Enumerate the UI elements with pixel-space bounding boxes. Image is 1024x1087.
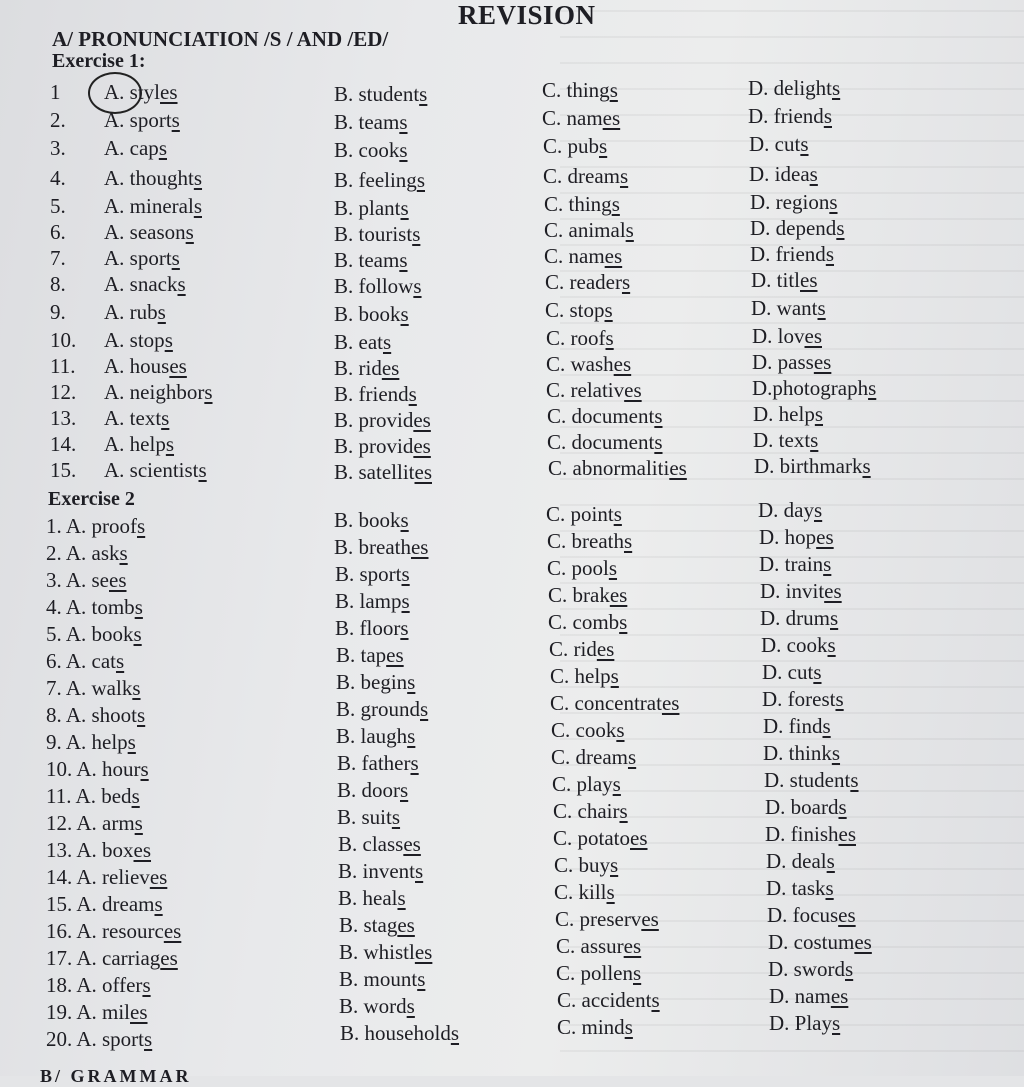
option-c: C. plays: [552, 772, 621, 796]
option-c: C. animals: [544, 218, 634, 242]
option-c: C. washes: [546, 352, 632, 376]
option-d: D. regions: [750, 190, 838, 214]
question-option-a: 2. A. asks: [46, 541, 128, 565]
option-c: C. dreams: [551, 745, 637, 769]
question-number: 3.: [50, 136, 66, 160]
option-d: D. drums: [760, 606, 839, 630]
question-number: 14.: [50, 432, 77, 456]
option-d: D. boards: [765, 795, 847, 819]
option-c: C. breaths: [547, 529, 633, 553]
option-c: C. relatives: [546, 378, 642, 402]
option-d: D. finds: [763, 714, 831, 738]
question-option-a: 19. A. miles: [46, 1000, 148, 1024]
option-d: D. students: [764, 768, 859, 792]
option-c: C. stops: [545, 298, 613, 322]
question-number: 4.: [50, 166, 66, 190]
option-b: B. provides: [334, 434, 431, 458]
question-option-a: 5. A. books: [46, 622, 142, 646]
option-b: B. stages: [339, 913, 415, 937]
option-a: A. seasons: [104, 220, 194, 244]
option-b: B. fathers: [337, 751, 419, 775]
option-c: C. pubs: [543, 134, 608, 158]
question-number: 9.: [50, 300, 66, 324]
option-d: D. titles: [751, 268, 818, 292]
option-d: D. birthmarks: [754, 454, 871, 478]
option-c: C. things: [542, 78, 618, 102]
option-a: A. minerals: [104, 194, 202, 218]
option-b: B. mounts: [339, 967, 426, 991]
option-d: D. invites: [760, 579, 842, 603]
option-c: C. accidents: [557, 988, 660, 1012]
option-d: D. trains: [759, 552, 832, 576]
question-option-a: 20. A. sports: [46, 1027, 153, 1051]
option-a: A. scientists: [104, 458, 207, 482]
option-b: B. lamps: [335, 589, 410, 613]
option-d: D. costumes: [768, 930, 872, 954]
option-b: B. eats: [334, 330, 392, 354]
option-c: C. minds: [557, 1015, 633, 1039]
question-option-a: 7. A. walks: [46, 676, 141, 700]
question-number: 5.: [50, 194, 66, 218]
option-b: B. begins: [336, 670, 416, 694]
option-c: C. kills: [554, 880, 615, 904]
option-b: B. cooks: [334, 138, 408, 162]
option-c: C. brakes: [548, 583, 628, 607]
option-b: B. students: [334, 82, 428, 106]
option-d: D. hopes: [759, 525, 834, 549]
option-b: B. sports: [335, 562, 410, 586]
option-a: A. helps: [104, 432, 175, 456]
option-b: B. classes: [338, 832, 421, 856]
option-d: D. thinks: [763, 741, 841, 765]
question-option-a: 4. A. tombs: [46, 595, 143, 619]
option-a: A. houses: [104, 354, 187, 378]
option-b: B. teams: [334, 248, 408, 272]
option-b: B. suits: [337, 805, 401, 829]
option-b: B. feelings: [334, 168, 425, 192]
option-b: B. whistles: [339, 940, 433, 964]
option-b: B. breathes: [334, 535, 429, 559]
question-option-a: 17. A. carriages: [46, 946, 178, 970]
question-number: 7.: [50, 246, 66, 270]
option-c: C. abnormalities: [548, 456, 687, 480]
option-a: A. styles: [104, 80, 178, 104]
option-c: C. roofs: [546, 326, 614, 350]
option-b: B. books: [334, 508, 409, 532]
option-d: D. finishes: [765, 822, 856, 846]
option-b: B. heals: [338, 886, 406, 910]
option-d: D. cooks: [761, 633, 836, 657]
option-b: B. books: [334, 302, 409, 326]
option-b: B. households: [340, 1021, 460, 1045]
option-c: C. points: [546, 502, 622, 526]
option-d: D. delights: [748, 76, 841, 100]
question-option-a: 8. A. shoots: [46, 703, 146, 727]
option-a: A. sports: [104, 246, 180, 270]
question-option-a: 15. A. dreams: [46, 892, 163, 916]
option-d: D. Plays: [769, 1011, 841, 1035]
option-c: C. documents: [547, 430, 663, 454]
option-a: A. texts: [104, 406, 170, 430]
option-d: D. swords: [768, 957, 854, 981]
question-option-a: 14. A. relieves: [46, 865, 168, 889]
option-d: D. focuses: [767, 903, 856, 927]
question-number: 11.: [50, 354, 76, 378]
option-c: C. chairs: [553, 799, 628, 823]
option-d: D. days: [758, 498, 823, 522]
option-d: D. wants: [751, 296, 826, 320]
question-number: 2.: [50, 108, 66, 132]
option-c: C. pollens: [556, 961, 642, 985]
next-section-heading-cropped: B/ GRAMMAR: [40, 1066, 192, 1086]
section-heading: A/ PRONUNCIATION /S / AND /ED/: [52, 27, 389, 51]
option-c: C. concentrates: [550, 691, 680, 715]
question-number: 12.: [50, 380, 77, 404]
option-a: A. stops: [104, 328, 173, 352]
question-option-a: 16. A. resources: [46, 919, 182, 943]
option-b: B. friends: [334, 382, 417, 406]
option-b: B. floors: [335, 616, 409, 640]
option-d: D. texts: [753, 428, 819, 452]
option-b: B. tapes: [336, 643, 404, 667]
question-option-a: 3. A. sees: [46, 568, 127, 592]
option-d: D. tasks: [766, 876, 834, 900]
question-number: 13.: [50, 406, 77, 430]
question-option-a: 9. A. helps: [46, 730, 136, 754]
option-c: C. potatoes: [553, 826, 648, 850]
option-d: D. loves: [752, 324, 822, 348]
option-c: C. buys: [554, 853, 619, 877]
option-c: C. names: [542, 106, 621, 130]
option-c: C. preserves: [555, 907, 659, 931]
option-a: A. sports: [104, 108, 180, 132]
option-c: C. dreams: [543, 164, 629, 188]
option-b: B. plants: [334, 196, 409, 220]
option-a: A. caps: [104, 136, 167, 160]
option-b: B. rides: [334, 356, 400, 380]
option-b: B. follows: [334, 274, 422, 298]
option-d: D. helps: [753, 402, 824, 426]
question-number: 10.: [50, 328, 77, 352]
option-c: C. things: [544, 192, 620, 216]
option-d: D. cuts: [762, 660, 822, 684]
option-a: A. snacks: [104, 272, 186, 296]
question-option-a: 6. A. cats: [46, 649, 125, 673]
option-d: D. passes: [752, 350, 832, 374]
option-b: B. words: [339, 994, 415, 1018]
exercise-1-label: Exercise 1:: [52, 50, 146, 72]
question-option-a: 12. A. arms: [46, 811, 143, 835]
question-number: 6.: [50, 220, 66, 244]
question-option-a: 10. A. hours: [46, 757, 149, 781]
option-d: D. friends: [750, 242, 834, 266]
question-option-a: 1. A. proofs: [46, 514, 146, 538]
question-option-a: 18. A. offers: [46, 973, 151, 997]
question-number: 8.: [50, 272, 66, 296]
page-title: REVISION: [458, 0, 596, 30]
option-c: C. combs: [548, 610, 628, 634]
question-option-a: 11. A. beds: [46, 784, 140, 808]
option-c: C. names: [544, 244, 623, 268]
option-c: C. readers: [545, 270, 631, 294]
option-c: C. documents: [547, 404, 663, 428]
option-c: C. assures: [556, 934, 642, 958]
option-d: D. friends: [748, 104, 832, 128]
option-b: B. teams: [334, 110, 408, 134]
option-a: A. thoughts: [104, 166, 203, 190]
option-b: B. invents: [338, 859, 424, 883]
option-d: D. depends: [750, 216, 845, 240]
option-b: B. laughs: [336, 724, 416, 748]
option-a: A. neighbors: [104, 380, 213, 404]
option-b: B. satellites: [334, 460, 432, 484]
option-b: B. grounds: [336, 697, 429, 721]
question-option-a: 13. A. boxes: [46, 838, 152, 862]
option-c: C. helps: [550, 664, 619, 688]
option-d: D.photographs: [752, 376, 877, 400]
question-number: 15.: [50, 458, 77, 482]
option-a: A. rubs: [104, 300, 166, 324]
option-c: C. pools: [547, 556, 618, 580]
question-number: 1: [50, 80, 61, 104]
option-b: B. provides: [334, 408, 431, 432]
option-d: D. deals: [766, 849, 835, 873]
option-c: C. cooks: [551, 718, 625, 742]
option-d: D. names: [769, 984, 849, 1008]
option-c: C. rides: [549, 637, 615, 661]
option-d: D. ideas: [749, 162, 818, 186]
option-d: D. forests: [762, 687, 844, 711]
option-b: B. tourists: [334, 222, 421, 246]
option-b: B. doors: [337, 778, 409, 802]
exercise-2-label: Exercise 2: [48, 488, 135, 510]
option-d: D. cuts: [749, 132, 809, 156]
